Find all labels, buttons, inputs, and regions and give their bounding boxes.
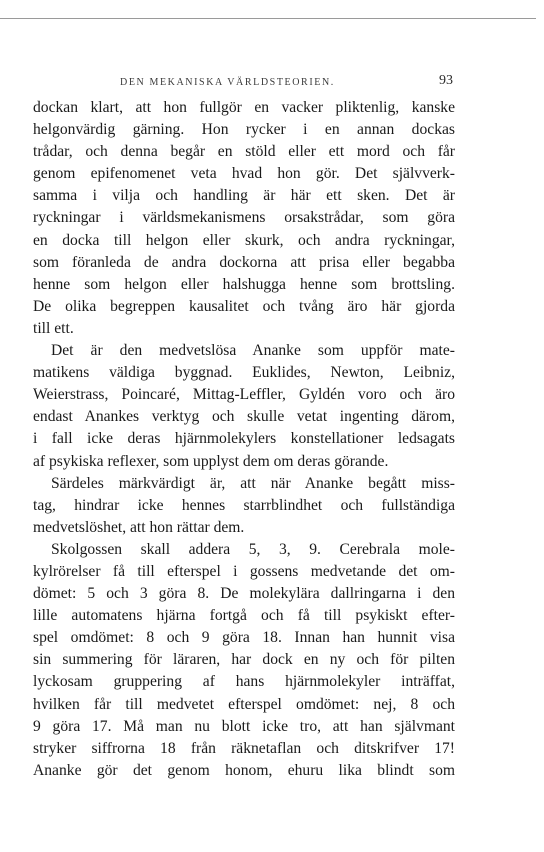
- text-line: endast Anankes verktyg och skulle vetat ingenting därom,: [33, 408, 455, 426]
- text-line: 9 göra 17. Må man nu blott icke tro, att han självmant: [33, 717, 455, 735]
- paragraph-start: Det är den medvetslösa Ananke som uppför mate-: [51, 342, 455, 360]
- text-line: medvetslöshet, att hon rättar dem.: [33, 518, 245, 536]
- text-line: Weierstrass, Poincaré, Mittag-Leffler, Gyldén voro och äro: [33, 386, 455, 404]
- text-line: dockan klart, att hon fullgör en vacker pliktenlig, kanske: [33, 99, 455, 116]
- top-rule: [0, 18, 536, 19]
- paragraph-start: Skolgossen skall addera 5, 3, 9. Cerebrala mole-: [51, 540, 455, 558]
- text-line: dömet: 5 och 3 göra 8. De molekylära dallringarna i den: [33, 585, 455, 603]
- body-text: [33, 97, 455, 782]
- text-line: en docka till helgon eller skurk, och andra ryckningar,: [33, 231, 455, 249]
- text-line: tag, hindrar icke hennes starrblindhet och fullständiga: [33, 496, 455, 514]
- text-line: till ett.: [33, 319, 74, 337]
- text-line: lille automatens hjärna fortgå och få till psykiskt efter-: [33, 607, 455, 625]
- text-line: stryker siffrorna 18 från räknetaflan och ditskrifver 17!: [33, 739, 455, 757]
- text-line: af psykiska reflexer, som upplyst dem om deras görande.: [33, 452, 389, 470]
- text-line: ryckningar i världsmekanismens orsakstrådar, som göra: [33, 209, 455, 227]
- text-line: i fall icke deras hjärnmolekylers konstellationer ledsagats: [33, 430, 455, 448]
- text-line: som föranleda de andra dockorna att prisa eller begabba: [33, 253, 455, 271]
- text-line: trådar, och denna begår en stöld eller ett mord och får: [33, 143, 455, 161]
- text-line: kylrörelser få till efterspel i gossens medvetande det om-: [33, 562, 455, 580]
- page-number: 93: [439, 73, 453, 88]
- text-line: De olika begreppen kausalitet och tvång äro här gjorda: [33, 297, 455, 315]
- text-line: matikens väldiga byggnad. Euklides, Newton, Leibniz,: [33, 364, 455, 382]
- text-line: helgonvärdig gärning. Hon rycker i en annan dockas: [33, 121, 455, 139]
- text-line: hvilken får till medvetet efterspel omdömet: nej, 8 och: [33, 695, 455, 713]
- running-head: DEN MEKANISKA VÄRLDSTEORIEN.: [120, 77, 335, 88]
- text-line: samma i vilja och handling är här ett sken. Det är: [33, 187, 455, 205]
- text-line: Ananke gör det genom honom, ehuru lika blindt som: [33, 761, 455, 779]
- text-line: lyckosam gruppering af hans hjärnmolekyler inträffat,: [33, 673, 455, 691]
- text-line: sin summering för läraren, har dock en ny och för pilten: [33, 651, 455, 669]
- paragraph-start: Särdeles märkvärdigt är, att när Ananke begått miss-: [51, 474, 455, 492]
- text-line: genom epifenomenet veta hvad hon gör. Det självverk-: [33, 165, 455, 183]
- text-line: spel omdömet: 8 och 9 göra 18. Innan han hunnit visa: [33, 629, 455, 647]
- text-line: henne som helgon eller halshugga henne som brottsling.: [33, 275, 455, 293]
